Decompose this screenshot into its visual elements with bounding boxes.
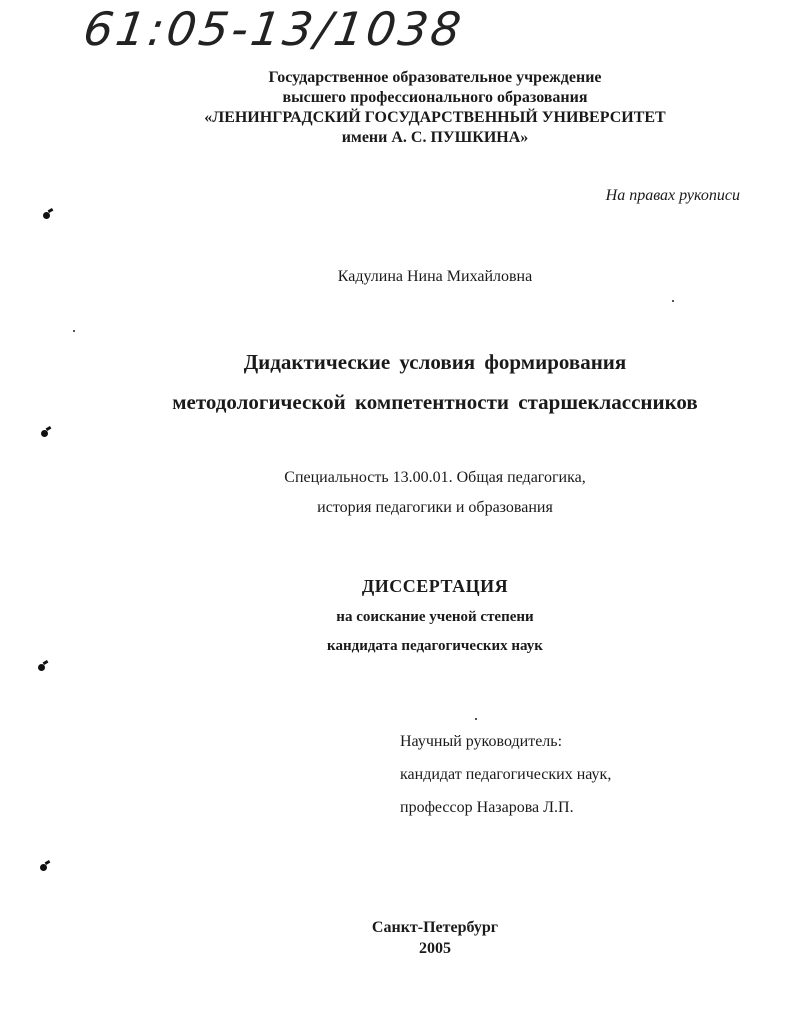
scan-speck — [475, 718, 477, 720]
handwritten-catalog-number: 61:05-13/1038 — [80, 2, 468, 56]
scan-speck — [73, 330, 75, 332]
manuscript-note: На правах рукописи — [605, 187, 740, 204]
title-line-1: Дидактические условия формирования — [243, 350, 627, 374]
place-year-block — [0, 917, 795, 959]
title-line-2: методологической компетентности старшеклассников — [172, 390, 698, 414]
binder-mark-icon — [43, 212, 50, 219]
dissertation-heading: ДИССЕРТАЦИЯ — [361, 576, 509, 596]
supervisor-block — [400, 725, 611, 824]
specialty-line-2: история педагогики и образования — [317, 499, 553, 516]
degree-line-1: на соискание ученой степени — [336, 609, 534, 625]
supervisor-name: профессор Назарова Л.П. — [400, 799, 574, 816]
specialty-line-1: Специальность 13.00.01. Общая педагогика, — [284, 469, 586, 486]
city: Санкт-Петербург — [371, 919, 499, 936]
degree-line-2: кандидата педагогических наук — [327, 638, 543, 654]
binder-mark-icon — [38, 664, 45, 671]
institution-line-2: высшего профессионального образования — [282, 89, 588, 106]
binder-mark-icon — [41, 430, 48, 437]
specialty-block — [0, 463, 795, 523]
institution-line-4: имени А. С. ПУШКИНА» — [341, 129, 529, 146]
year: 2005 — [419, 940, 451, 957]
degree-block — [0, 603, 795, 661]
institution-line-1: Государственное образовательное учреждение — [268, 69, 602, 86]
binder-mark-icon — [40, 864, 47, 871]
scan-speck — [672, 300, 674, 302]
institution-line-3: «ЛЕНИНГРАДСКИЙ ГОСУДАРСТВЕННЫЙ УНИВЕРСИТЕТ — [204, 109, 666, 126]
supervisor-degree: кандидат педагогических наук, — [400, 766, 612, 783]
dissertation-title — [0, 342, 795, 422]
institution-block — [0, 68, 795, 148]
supervisor-label: Научный руководитель: — [400, 733, 563, 750]
author-name: Кадулина Нина Михайловна — [337, 268, 533, 285]
